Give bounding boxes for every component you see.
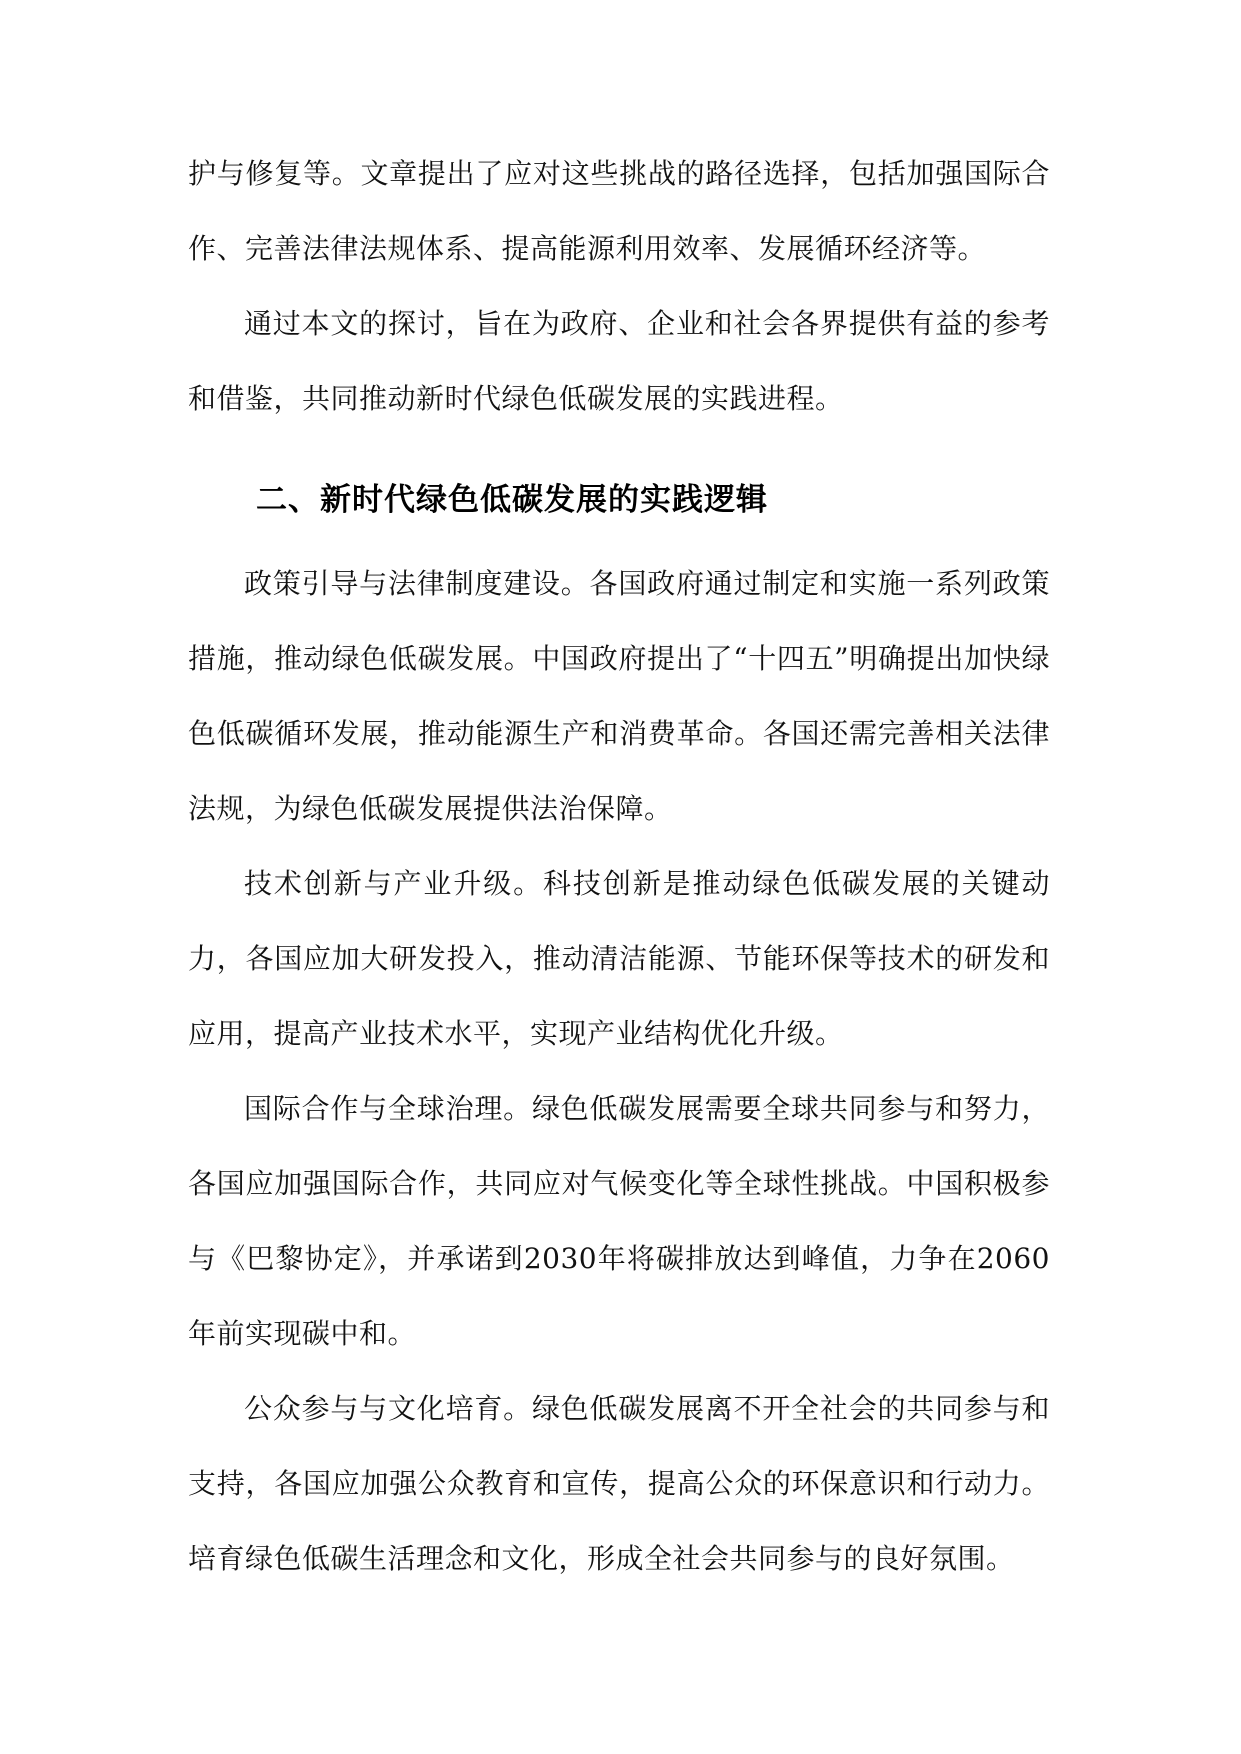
paragraph-cooperation: 国际合作与全球治理。绿色低碳发展需要全球共同参与和努力，各国应加强国际合作，共同应对气候变化等全球性挑战。中国积极参与《巴黎协定》，并承诺到2030年将碳排放达到峰值，力争在2060年前实现碳中和。 [188, 1092, 1050, 1350]
paragraph-public: 公众参与与文化培育。绿色低碳发展离不开全社会的共同参与和支持，各国应加强公众教育和宣传，提高公众的环保意识和行动力。培育绿色低碳生活理念和文化，形成全社会共同参与的良好氛围。 [188, 1392, 1050, 1575]
section-heading: 二、新时代绿色低碳发展的实践逻辑 [256, 482, 768, 518]
paragraph-conclusion: 通过本文的探讨，旨在为政府、企业和社会各界提供有益的参考和借鉴，共同推动新时代绿色低碳发展的实践进程。 [188, 307, 1050, 415]
paragraph-continued: 护与修复等。文章提出了应对这些挑战的路径选择，包括加强国际合作、完善法律法规体系、提高能源利用效率、发展循环经济等。 [188, 157, 1050, 265]
document-body [188, 136, 1050, 1596]
paragraph-policy: 政策引导与法律制度建设。各国政府通过制定和实施一系列政策措施，推动绿色低碳发展。中国政府提出了“十四五”明确提出加快绿色低碳循环发展，推动能源生产和消费革命。各国还需完善相关法律法规，为绿色低碳发展提供法治保障。 [188, 567, 1050, 825]
paragraph-technology: 技术创新与产业升级。科技创新是推动绿色低碳发展的关键动力，各国应加大研发投入，推动清洁能源、节能环保等技术的研发和应用，提高产业技术水平，实现产业结构优化升级。 [188, 867, 1050, 1050]
